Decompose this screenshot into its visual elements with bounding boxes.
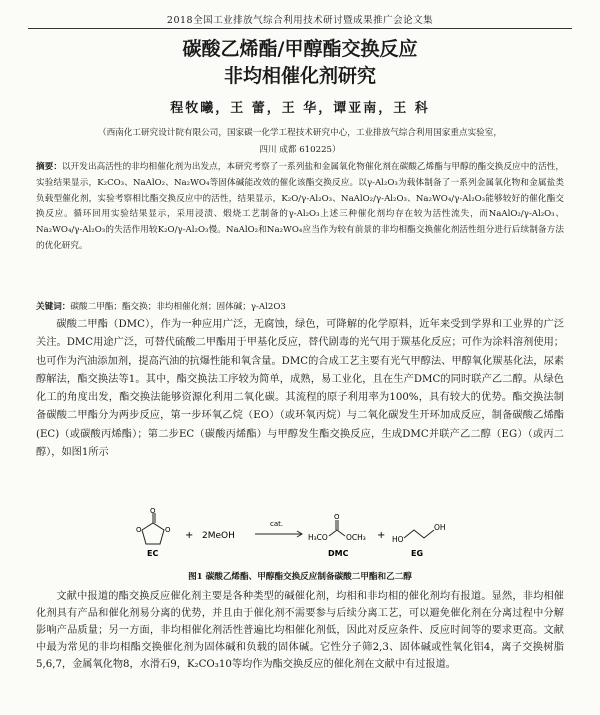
body-paragraph-2: 文献中报道的酯交换反应催化剂主要是各种类型的碱催化剂，均相和非均相的催化剂均有报道。显然，非均相催化剂具有产品和催化剂易分离的优势，并且由于催化剂不需要参与后续分离工艺，可以避免催化剂在分离过程中分解影响产品质量；另一方面，非均相催化剂活性普遍比均相催化剂低，因此对反应条件、反应时间等的要求更高。文献中最为常见的非均相酯交换催化剂为固体碱和负载的固体碱。它性分子筛2,3、固体碱或性氧化铝4，离子交换树脂5,6,7，金属氧化物8，水滑石9，K₂CO₃10等均作为酯交换反应的催化剂在文献中有过报道。 bbox=[36, 591, 564, 670]
title-line-1: 碳酸乙烯酯/甲醇酯交换反应 bbox=[182, 38, 418, 60]
dmc-left-group: H₃CO bbox=[308, 533, 328, 542]
dmc-carbonyl bbox=[329, 520, 345, 536]
running-header: 2018全国工业排放气综合利用技术研讨暨成果推广会论文集 bbox=[28, 12, 572, 29]
ethylene-carbonate-structure bbox=[142, 513, 164, 544]
affiliation-line-2: 四川 成都 610225） bbox=[259, 145, 341, 155]
dmc-right-group: OCH₃ bbox=[346, 533, 366, 542]
keywords bbox=[36, 300, 564, 314]
plus-sign-2: + bbox=[377, 530, 386, 541]
paper-title bbox=[0, 36, 600, 90]
abstract-label: 摘要： bbox=[36, 162, 62, 172]
affiliation bbox=[36, 125, 564, 159]
eg-chain bbox=[404, 530, 434, 538]
dmc-o-label: O bbox=[334, 513, 340, 521]
dmc-label: DMC bbox=[328, 549, 349, 558]
title-line-2: 非均相催化剂研究 bbox=[223, 65, 376, 87]
methanol-label: 2MeOH bbox=[202, 531, 235, 541]
reaction-scheme bbox=[120, 508, 460, 568]
ring-o-left-label: O bbox=[136, 526, 142, 534]
abstract bbox=[36, 160, 564, 255]
reaction-arrow bbox=[255, 531, 302, 537]
body-paragraph-1: 碳酸二甲酯（DMC），作为一种应用广泛，无腐蚀，绿色，可降解的化学原料，近年来受到学界和工业界的广泛关注。DMC用途广泛，可替代硫酸二甲酯用于甲基化反应，替代剧毒的光气用于羰基化反应；可作为涂料溶剂使用；也可作为汽油添加剂，提高汽油的抗爆性能和氧含量。DMC的合成工艺主要有光气甲醇法、甲醇氧化羰基化法，尿素醇解法，酯交换法等1。其中，酯交换法工序较为简单，成熟，易工业化，且在生产DMC的同时联产乙二醇。从绿色化工的角度出发，酯交换法能够资源化利用二氧化碳。其流程的原子利用率为100%，具有较大的优势。酯交换法制备碳酸二甲酯分为两步反应，第一步环氧乙烷（EO）（或环氧丙烷）与二氧化碳发生开环加成反应，制备碳酸乙烯酯(EC)（或碳酸丙烯酯）；第二步EC（碳酸丙烯酯）与甲醇发生酯交换反应，生成DMC并联产乙二醇（EG）（或丙二醇），如图1所示 bbox=[36, 319, 564, 459]
figure-caption: 图1 碳酸乙烯酯、甲醇酯交换反应制备碳酸二甲酯和乙二醇 bbox=[188, 572, 412, 582]
ec-label: EC bbox=[147, 549, 159, 558]
carbonyl-o-label: O bbox=[150, 508, 156, 515]
catalyst-label: cat. bbox=[270, 520, 284, 528]
eg-left-group: HO bbox=[392, 535, 404, 544]
plus-sign-1: + bbox=[185, 530, 194, 541]
keywords-label: 关键词： bbox=[36, 302, 71, 312]
author-list: 程牧曦，王 蕾，王 华，谭亚南，王 科 bbox=[170, 101, 430, 116]
keywords-text: 碳酸二甲酯；酯交换；非均相催化剂；固体碱；γ-Al2O3 bbox=[70, 302, 286, 312]
affiliation-line-1: （西南化工研究设计院有限公司，国家碳一化学工程技术研究中心，工业排放气综合利用国家重点实验室， bbox=[98, 128, 502, 138]
eg-label: EG bbox=[411, 549, 424, 558]
ring-o-right-label: O bbox=[165, 526, 171, 534]
abstract-text: 以开发出高活性的非均相催化剂为出发点，本研究考察了一系列盐和金属氧化物催化剂在碳酸乙烯酯与甲醇的酯交换反应中的活性，实验结果显示，K₂CO₃、NaAlO₂、Na₂WO₄等固体碱能改效的催化该酯交换反应。以γ-Al₂O₃为载体制备了一系列金属氧化物和金属盐类负载型催化剂，实验考察相比酯交换反应中的活性，结果显示，K₂O/γ-Al₂O₃、NaAlO₂/γ-Al₂O₃、Na₂WO₄/γ-Al₂O₃能够较好的催化酯交换反应。循环回用实验结果显示，采用浸渍、煅烧工艺制备的γ-Al₂O₃上述三种催化剂均存在较为活性流失，而NaAlO₂/γ-Al₂O₃、Na₂WO₄/γ-Al₂O₃的失活作用较K₂O/γ-Al₂O₃慢。NaAlO₂和Na₂WO₄应当作为较有前景的非均相酯交换催化剂活性组分进行后续制备方法的优化研究。 bbox=[36, 162, 564, 251]
eg-right-group: OH bbox=[434, 523, 446, 532]
